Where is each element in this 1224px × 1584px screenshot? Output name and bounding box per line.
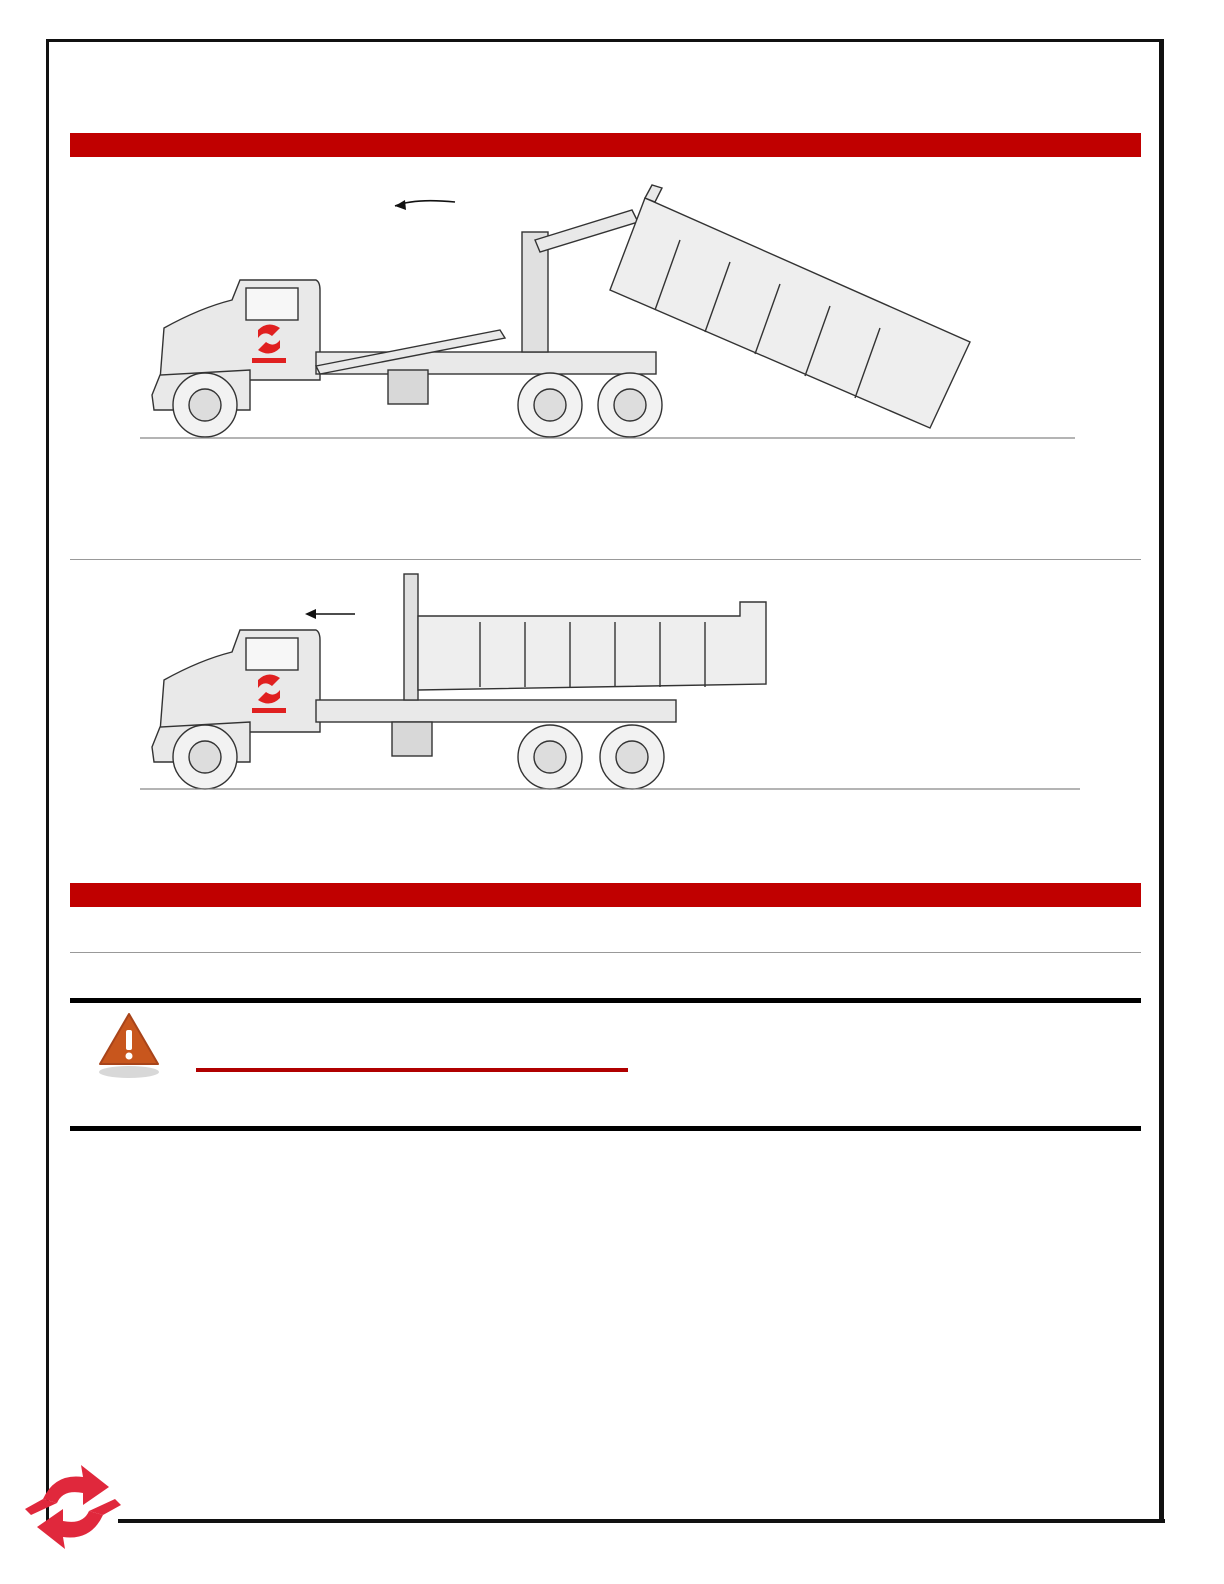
section-header-bar xyxy=(70,883,1141,907)
section-divider xyxy=(70,559,1141,560)
page-border-right xyxy=(1160,39,1164,1523)
warning-triangle-icon xyxy=(96,1010,162,1082)
section-divider xyxy=(70,952,1141,953)
warning-link-underline xyxy=(196,1068,628,1072)
truck-unloading-illustration xyxy=(140,180,1080,455)
section-header-bar xyxy=(70,133,1141,157)
page-border-bottom xyxy=(118,1519,1165,1523)
swaploader-logo-icon xyxy=(25,1465,121,1549)
warning-box-top-rule xyxy=(70,998,1141,1003)
truck-loaded-illustration xyxy=(140,572,1085,797)
warning-box-bottom-rule xyxy=(70,1126,1141,1131)
